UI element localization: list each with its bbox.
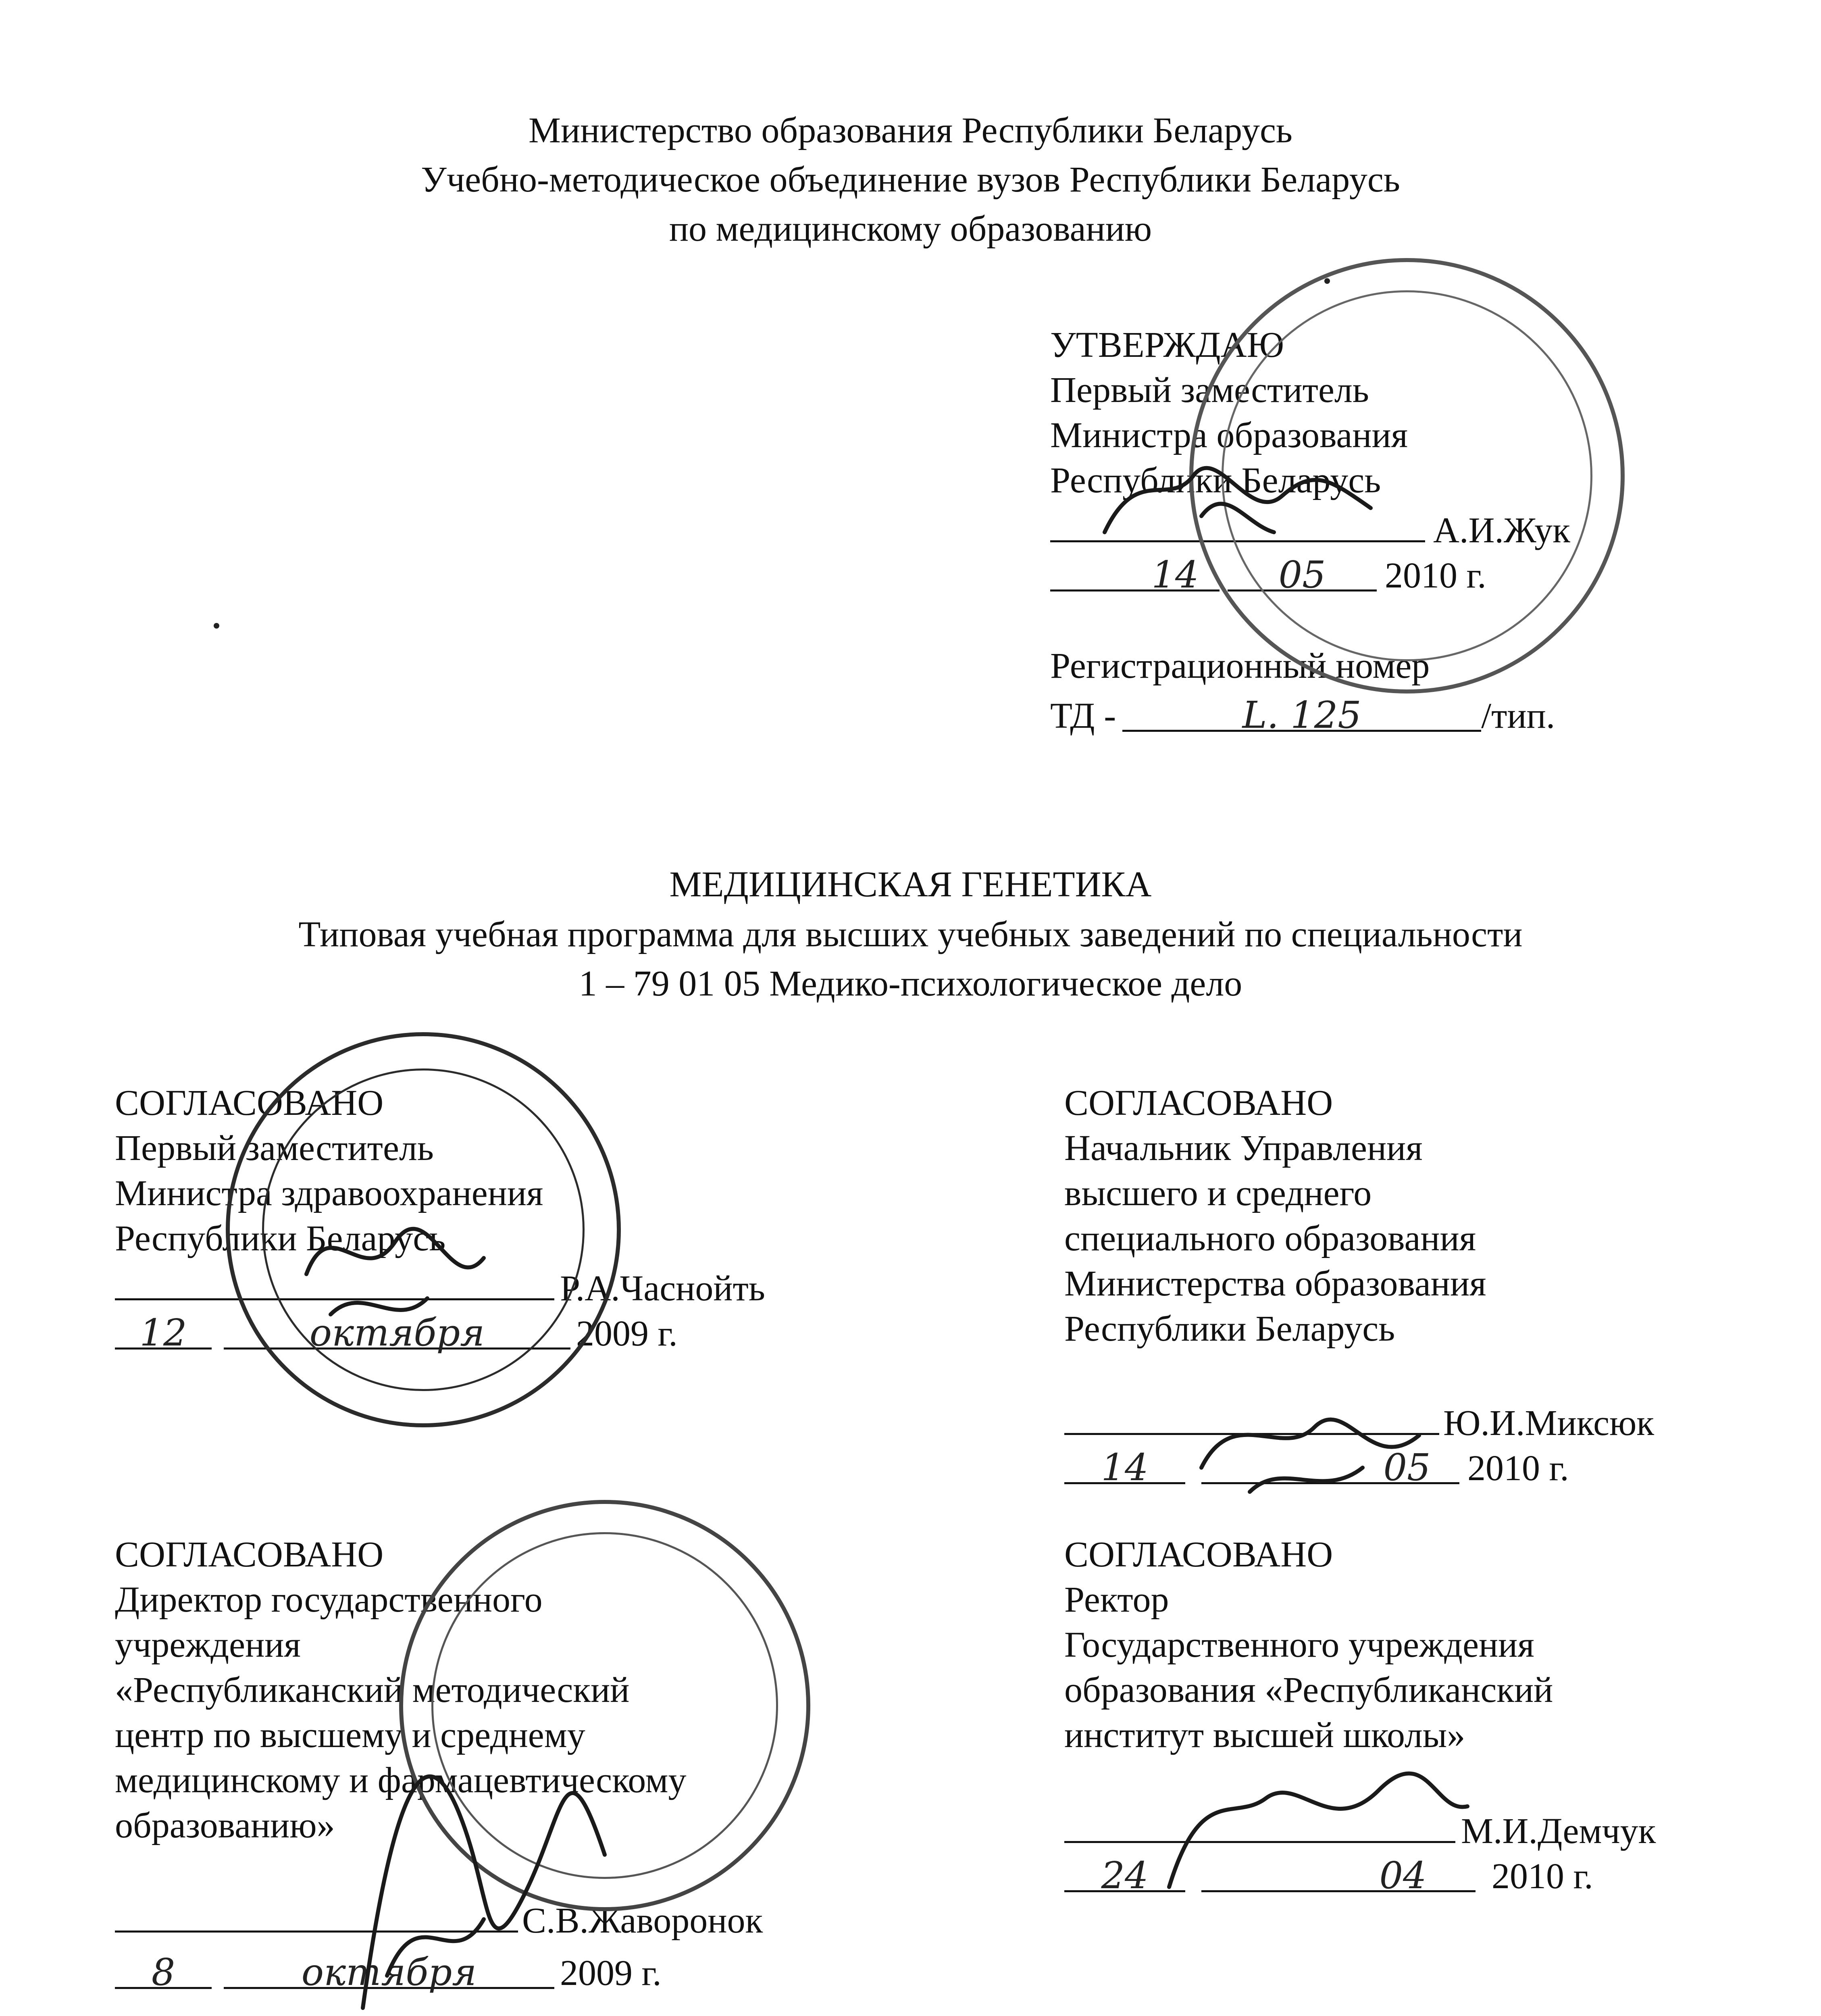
association-line: Учебно-методическое объединение вузов Республики Беларусь	[421, 160, 1400, 200]
agreement-line: медицинскому и фармацевтическому	[115, 1760, 687, 1800]
agreement-date-month: октября	[309, 1311, 485, 1354]
approval-signature-scribble	[1105, 468, 1371, 532]
agreement-line: специального образования	[1064, 1218, 1476, 1258]
agreement-signer: Р.А.Часнойть	[560, 1268, 765, 1308]
agreement-line: институт высшей школы»	[1064, 1715, 1465, 1755]
registration-number: L. 125	[1242, 694, 1361, 737]
agreement-line: высшего и среднего	[1064, 1173, 1372, 1213]
agreement-line: «Республиканский методический	[115, 1670, 630, 1710]
agreement-date-year: 2010 г.	[1492, 1856, 1593, 1896]
speck	[214, 623, 219, 629]
approval-date-year: 2010 г.	[1385, 556, 1486, 596]
agreement-date-month: октября	[301, 1951, 477, 1994]
approval-date-month: 05	[1278, 553, 1326, 596]
agreement-line: Республики Беларусь	[1064, 1309, 1395, 1349]
agreement-date-day: 24	[1101, 1854, 1149, 1897]
agreement-signer: М.И.Демчук	[1461, 1811, 1656, 1851]
agreement-date-day: 14	[1101, 1446, 1149, 1489]
health-ministry-signature-scribble	[306, 1229, 484, 1314]
speck	[1324, 278, 1330, 284]
agreement-date-month: 04	[1379, 1854, 1427, 1897]
document-subtitle: Типовая учебная программа для высших учебных заведений по специальности	[298, 914, 1523, 954]
agreement-date-day: 8	[151, 1951, 175, 1994]
agreement-signer: Ю.И.Миксюк	[1443, 1403, 1655, 1443]
higher-school-signature-scribble	[1169, 1773, 1467, 1887]
agreement-line: Государственного учреждения	[1064, 1625, 1534, 1665]
approval-signer: А.И.Жук	[1433, 510, 1570, 550]
agreement-title: СОГЛАСОВАНО	[115, 1083, 384, 1123]
agreement-signer: С.В.Жаворонок	[522, 1901, 763, 1941]
agreement-date-month: 05	[1383, 1446, 1431, 1489]
agreement-line: образованию»	[115, 1806, 335, 1845]
agreement-line: учреждения	[115, 1625, 301, 1665]
agreement-date-year: 2009 г.	[576, 1314, 678, 1354]
agreement-title: СОГЛАСОВАНО	[115, 1535, 384, 1574]
agreement-line: Республики Беларусь	[115, 1218, 446, 1258]
agreement-line: Директор государственного	[115, 1580, 543, 1620]
agreement-line: Ректор	[1064, 1580, 1169, 1620]
association-subline: по медицинскому образованию	[669, 209, 1152, 249]
registration-prefix: ТД -	[1050, 696, 1116, 736]
approval-ministry: Министра образования	[1050, 415, 1408, 455]
approval-country: Республики Беларусь	[1050, 460, 1381, 500]
agreement-line: Первый заместитель	[115, 1128, 434, 1168]
agreement-title: СОГЛАСОВАНО	[1064, 1535, 1333, 1574]
registration-suffix: /тип.	[1481, 696, 1555, 736]
ministry-line: Министерство образования Республики Беларусь	[529, 110, 1292, 150]
agreement-line: Министерства образования	[1064, 1264, 1486, 1304]
agreement-line: образования «Республиканский	[1064, 1670, 1553, 1710]
agreement-date-year: 2010 г.	[1467, 1448, 1569, 1488]
agreement-title: СОГЛАСОВАНО	[1064, 1083, 1333, 1123]
agreement-line: Начальник Управления	[1064, 1128, 1423, 1168]
agreement-line: центр по высшему и среднему	[115, 1715, 585, 1755]
approval-title: УТВЕРЖДАЮ	[1050, 325, 1284, 365]
document-specialty: 1 – 79 01 05 Медико-психологическое дело	[579, 964, 1242, 1004]
education-ministry-signature-scribble	[1201, 1420, 1419, 1492]
approval-date-day: 14	[1151, 553, 1199, 596]
agreement-date-year: 2009 г.	[560, 1953, 662, 1993]
methodical-center-signature-scribble	[363, 1776, 605, 2008]
agreement-date-day: 12	[139, 1311, 187, 1354]
approval-position: Первый заместитель	[1050, 370, 1369, 410]
document-title: МЕДИЦИНСКАЯ ГЕНЕТИКА	[669, 864, 1152, 904]
agreement-line: Министра здравоохранения	[115, 1173, 543, 1213]
registration-label: Регистрационный номер	[1050, 646, 1430, 686]
